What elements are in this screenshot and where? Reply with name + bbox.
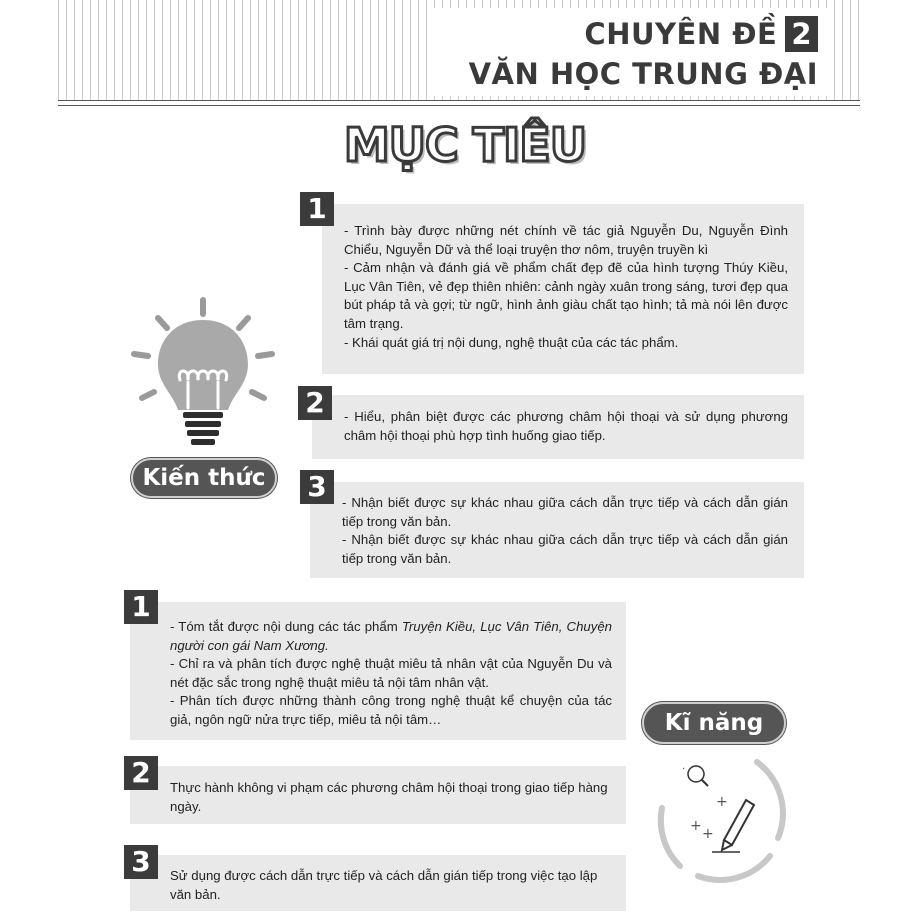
skill-item-1 bbox=[130, 602, 626, 740]
skill-1-line-3: - Phân tích được những thành công trong nghệ thuật kể chuyện của tác giả, ngôn ngữ nửa trực tiếp, miêu tả nội tâm… bbox=[170, 693, 612, 727]
skill-1-works: Truyện Kiều, Lục Vân Tiên, Chuyện người con gái Nam Xương. bbox=[170, 619, 612, 653]
knowledge-number-3: 3 bbox=[300, 470, 334, 504]
skill-item-3 bbox=[130, 855, 626, 911]
skill-1-line-1 bbox=[170, 618, 612, 655]
knowledge-item-1 bbox=[322, 204, 804, 374]
pencil-magnifier-icon bbox=[652, 748, 792, 888]
knowledge-3-line-2: - Nhận biết được sự khác nhau giữa cách dẫn trực tiếp và cách dẫn gián tiếp trong văn bản. bbox=[342, 532, 788, 566]
skill-3-text: Sử dụng được cách dẫn trực tiếp và cách dẫn gián tiếp trong việc tạo lập văn bản. bbox=[170, 868, 598, 902]
knowledge-1-line-1: - Trình bày được những nét chính về tác giả Nguyễn Du, Nguyễn Đình Chiểu, Nguyễn Dữ và thể loại truyện thơ nôm, truyện truyền kì bbox=[344, 223, 788, 257]
skill-item-2 bbox=[130, 766, 626, 824]
knowledge-number-1: 1 bbox=[300, 192, 334, 226]
skill-number-3: 3 bbox=[124, 845, 158, 879]
lightbulb-icon bbox=[128, 292, 278, 462]
knowledge-1-line-3: - Khái quát giá trị nội dung, nghệ thuật của các tác phẩm. bbox=[344, 334, 679, 350]
skill-1-prefix: - Tóm tắt được nội dung các tác phẩm bbox=[170, 619, 402, 634]
skill-number-1: 1 bbox=[124, 590, 158, 624]
knowledge-item-3 bbox=[310, 482, 804, 578]
page-title: MỤC TIÊU bbox=[343, 118, 587, 172]
skill-1-line-2: - Chỉ ra và phân tích được nghệ thuật miêu tả nhân vật của Nguyễn Du và nét đặc sắc trong nghệ thuật miêu tả nội tâm nhân vật. bbox=[170, 656, 612, 690]
knowledge-1-line-2: - Cảm nhận và đánh giá về phẩm chất đẹp đẽ của hình tượng Thúy Kiều, Lục Vân Tiên, vẻ đẹp thiên nhiên: cảnh ngày xuân trong sáng, tươi đẹp qua bút pháp tả và gợi; từ ngữ, hình ảnh giàu chất tạo hình; tả mà nói lên được tâm trạng. bbox=[344, 260, 788, 331]
chapter-label: CHUYÊN ĐỀ bbox=[584, 17, 778, 51]
knowledge-label: Kiến thức bbox=[131, 458, 277, 498]
skill-2-text: Thực hành không vi phạm các phương châm hội thoại trong giao tiếp hàng ngày. bbox=[170, 780, 608, 814]
svg-text:+: + bbox=[702, 826, 714, 842]
skills-label: Kĩ năng bbox=[642, 702, 786, 744]
svg-text:+: + bbox=[690, 818, 702, 834]
knowledge-item-2 bbox=[312, 395, 804, 459]
knowledge-3-line-1: - Nhận biết được sự khác nhau giữa cách dẫn trực tiếp và cách dẫn gián tiếp trong văn bản. bbox=[342, 495, 788, 529]
knowledge-2-line-1: - Hiểu, phân biệt được các phương châm hội thoại và sử dụng phương châm hội thoại phù hợp tình huống giao tiếp. bbox=[344, 409, 788, 443]
skill-number-2: 2 bbox=[124, 756, 158, 790]
chapter-number: 2 bbox=[785, 16, 818, 52]
svg-text:+: + bbox=[716, 794, 728, 810]
svg-text:·: · bbox=[682, 764, 686, 775]
header-divider bbox=[58, 100, 860, 106]
knowledge-number-2: 2 bbox=[298, 386, 332, 420]
chapter-heading bbox=[469, 14, 818, 94]
chapter-title: VĂN HỌC TRUNG ĐẠI bbox=[468, 57, 818, 91]
